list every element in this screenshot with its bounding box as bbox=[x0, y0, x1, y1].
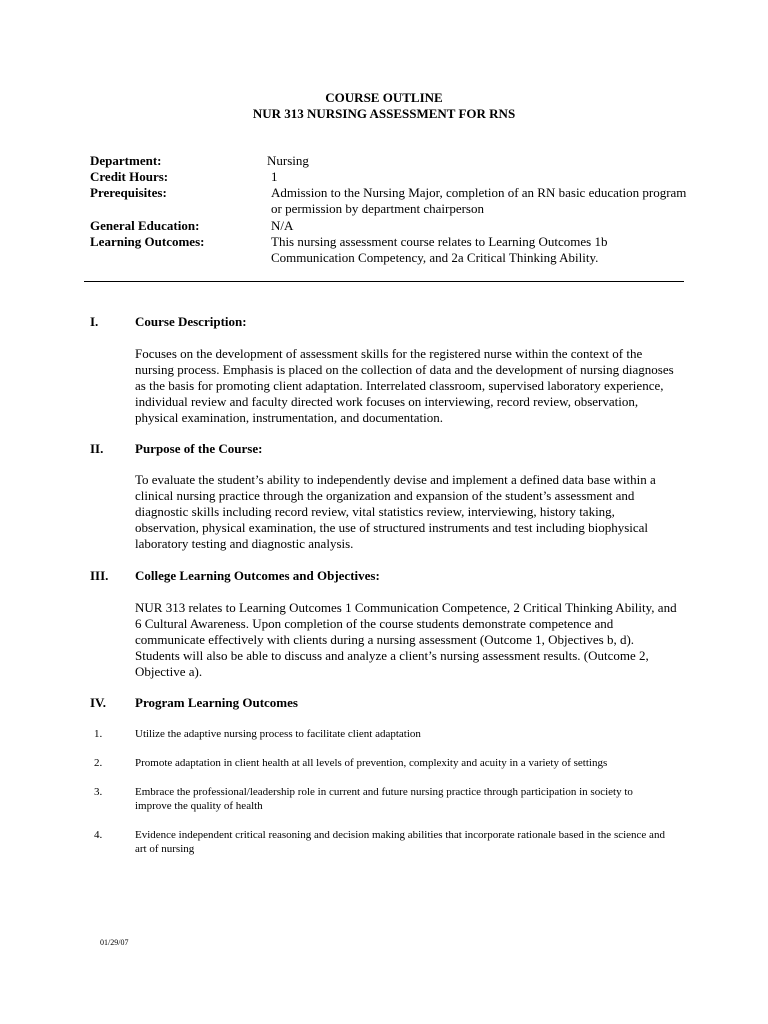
section-number: III. bbox=[90, 568, 109, 583]
prerequisites-value: Admission to the Nursing Major, completion of an RN basic education program or permission by department chairperson bbox=[271, 185, 687, 216]
outcome-number: 1. bbox=[94, 728, 103, 740]
section-body: NUR 313 relates to Learning Outcomes 1 Communication Competence, 2 Critical Thinking Ability, and 6 Cultural Awareness. Upon completion of the course students demonstrate competence and communicate effectively with clients during a nursing assessment (Outcome 1, Objectives b, d). Students will also be able to discuss and analyze a client’s nursing assessment results. (Outcome 2, Objective a). bbox=[135, 600, 677, 679]
horizontal-divider bbox=[84, 281, 684, 282]
document-title: COURSE OUTLINE bbox=[325, 90, 443, 105]
section-heading: Purpose of the Course: bbox=[135, 441, 263, 456]
outcome-text: Utilize the adaptive nursing process to facilitate client adaptation bbox=[135, 728, 421, 740]
prerequisites-label: Prerequisites: bbox=[90, 185, 167, 200]
section-number: II. bbox=[90, 441, 104, 456]
credit-hours-label: Credit Hours: bbox=[90, 169, 169, 184]
section-heading: College Learning Outcomes and Objectives: bbox=[135, 568, 380, 583]
outcome-number: 2. bbox=[94, 757, 103, 769]
section-body: Focuses on the development of assessment skills for the registered nurse within the context of the nursing process. Emphasis is placed on the collection of data and the development of nursing diagnoses as the basis for promoting client adaptation. Interrelated classroom, supervised laboratory experience, individual review and faculty directed work focuses on interviewing, record review, observation, physical examination, instrumentation, and documentation. bbox=[135, 346, 674, 425]
outcome-number: 4. bbox=[94, 829, 103, 841]
section-heading: Program Learning Outcomes bbox=[135, 695, 298, 710]
section-number: IV. bbox=[90, 695, 107, 710]
footer-date: 01/29/07 bbox=[100, 938, 129, 947]
learning-outcomes-value: This nursing assessment course relates to Learning Outcomes 1b Communication Competency, and 2a Critical Thinking Ability. bbox=[271, 234, 608, 265]
outcome-text: Promote adaptation in client health at all levels of prevention, complexity and acuity in a variety of settings bbox=[135, 757, 608, 769]
outcome-number: 3. bbox=[94, 786, 103, 798]
section-heading: Course Description: bbox=[135, 314, 247, 329]
department-label: Department: bbox=[90, 153, 162, 168]
learning-outcomes-label: Learning Outcomes: bbox=[90, 234, 205, 249]
general-education-label: General Education: bbox=[90, 218, 200, 233]
section-body: To evaluate the student’s ability to independently devise and implement a defined data base within a clinical nursing practice through the organization and expansion of the student’s assessment and diagnostic skills including record review, vital statistics review, interviewing, history taking, observation, physical examination, the use of structured instruments and test including biophysical laboratory testing and diagnostic analysis. bbox=[135, 472, 656, 551]
course-title: NUR 313 NURSING ASSESSMENT FOR RNS bbox=[252, 106, 516, 121]
general-education-value: N/A bbox=[271, 218, 294, 233]
outcome-text: Evidence independent critical reasoning and decision making abilities that incorporate rationale based in the science and art of nursing bbox=[135, 829, 665, 855]
department-value: Nursing bbox=[267, 153, 309, 168]
outcome-text: Embrace the professional/leadership role in current and future nursing practice through participation in society to improve the quality of health bbox=[135, 786, 633, 812]
credit-hours-value: 1 bbox=[271, 169, 278, 184]
section-number: I. bbox=[90, 314, 99, 329]
